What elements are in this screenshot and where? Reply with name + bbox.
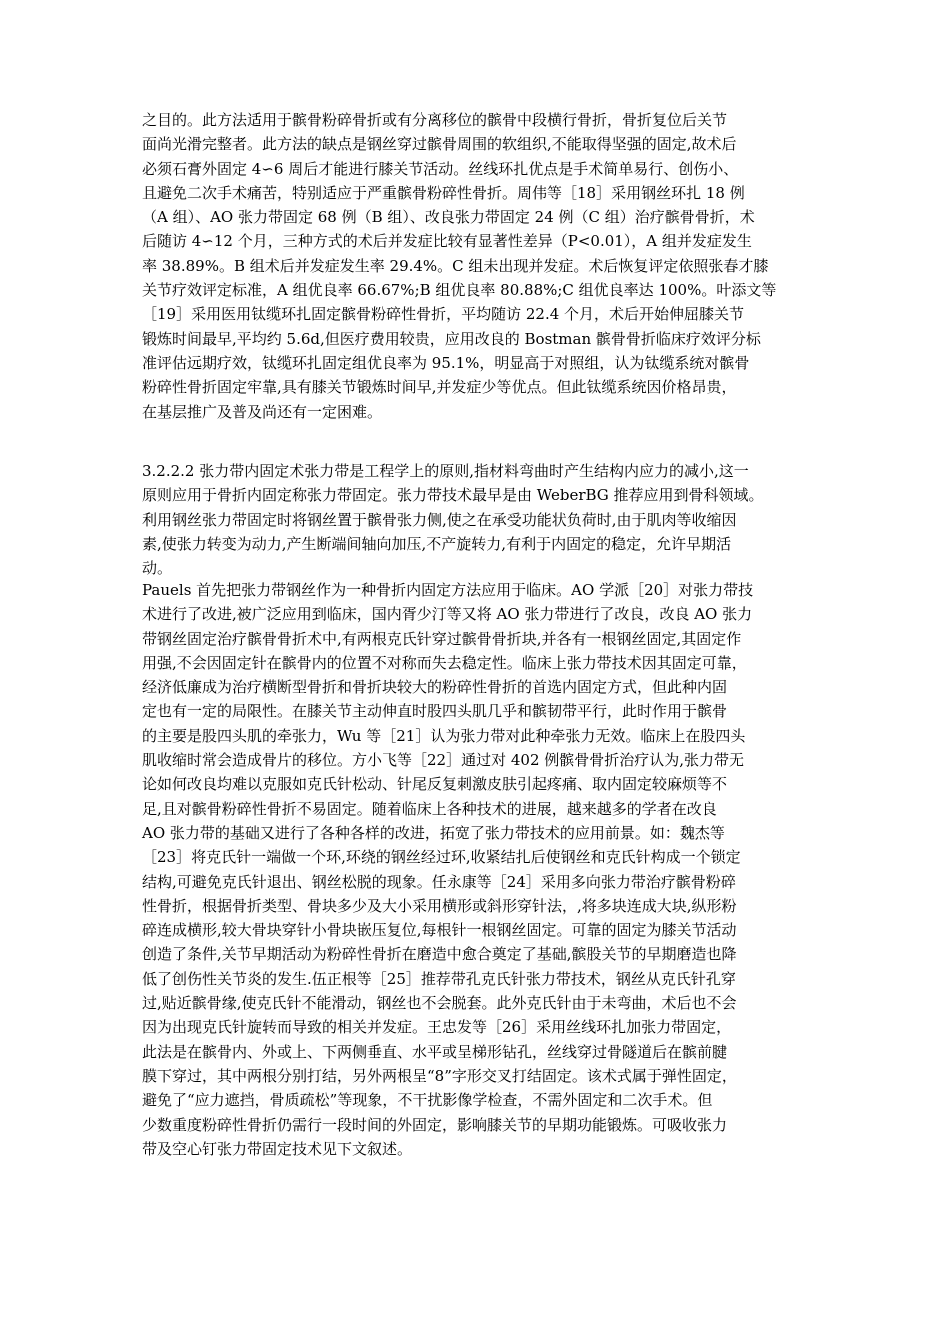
text-line: 准评估远期疗效，钛缆环扎固定组优良率为 95.1%，明显高于对照组，认为钛缆系统对髌骨: [142, 353, 750, 372]
text-line: 此法是在髌骨内、外或上、下两侧垂直、水平或呈梯形钻孔，丝线穿过骨隧道后在髌前腱: [142, 1042, 728, 1061]
text-line: 低了创伤性关节炎的发生.伍正根等［25］推荐带孔克氏针张力带技术，钢丝从克氏针孔穿: [142, 969, 736, 988]
text-line: 经济低廉成为治疗横断型骨折和骨折块较大的粉碎性骨折的首选内固定方式，但此种内固: [142, 678, 728, 697]
text-line: 利用钢丝张力带固定时将钢丝置于髌骨张力侧,使之在承受功能状负荷时,由于肌肉等收缩因: [142, 510, 737, 529]
text-line: 面尚光滑完整者。此方法的缺点是钢丝穿过髌骨周围的软组织,不能取得坚强的固定,故术后: [142, 135, 737, 154]
text-line: 过,贴近髌骨缘,使克氏针不能滑动，钢丝也不会脱套。此外克氏针由于未弯曲，术后也不会: [142, 994, 737, 1013]
text-line: ［23］将克氏针一端做一个环,环绕的钢丝经过环,收紧结扎后使钢丝和克氏针构成一个锁定: [142, 848, 741, 867]
text-line: 膜下穿过，其中两根分别打结，另外两根呈“8”字形交叉打结固定。该术式属于弹性固定，: [142, 1066, 737, 1085]
text-line: AO 张力带的基础又进行了各种各样的改进，拓宽了张力带技术的应用前景。如：魏杰等: [142, 823, 725, 842]
text-line: 论如何改良均难以克服如克氏针松动、针尾反复刺激皮肤引起疼痛、取内固定较麻烦等不: [142, 775, 728, 794]
text-line: 在基层推广及普及尚还有一定困难。: [142, 402, 383, 421]
text-line: 带及空心钉张力带固定技术见下文叙述。: [142, 1139, 413, 1158]
text-line: Pauels 首先把张力带钢丝作为一种骨折内固定方法应用于临床。AO 学派［20］对张力带技: [142, 581, 754, 599]
text-line: （A 组）、AO 张力带固定 68 例（B 组）、改良张力带固定 24 例（C 组）治疗髌骨骨折，术: [142, 208, 755, 227]
text-line: 锻炼时间最早,平均约 5.6d,但医疗费用较贵，应用改良的 Bostman 髌骨骨折临床疗效评分标: [142, 329, 761, 348]
text-line: 率 38.89%。B 组术后并发症发生率 29.4%。C 组未出现并发症。术后恢复评定依照张春才膝: [142, 256, 769, 275]
text-line: 素,使张力转变为动力,产生断端间轴向加压,不产旋转力,有利于内固定的稳定，允许早期活: [142, 534, 732, 553]
text-line: 避免了“应力遮挡，骨质疏松”等现象，不干扰影像学检查，不需外固定和二次手术。但: [142, 1091, 713, 1110]
text-line: 碎连成横形,较大骨块穿针小骨块嵌压复位,每根针一根钢丝固定。可靠的固定为膝关节活动: [142, 921, 737, 940]
text-line: 少数重度粉碎性骨折仍需行一段时间的外固定，影响膝关节的早期功能锻炼。可吸收张力: [142, 1115, 728, 1134]
text-line: 因为出现克氏针旋转而导致的相关并发症。王忠发等［26］采用丝线环扎加张力带固定，: [142, 1018, 732, 1037]
text-line: ［19］采用医用钛缆环扎固定髌骨粉碎性骨折，平均随访 22.4 个月，术后开始伸屈膝关节: [142, 305, 745, 324]
text-line: 后随访 4∽12 个月，三种方式的术后并发症比较有显著性差异（P<0.01），A 组并发症发生: [142, 232, 752, 251]
text-line: 必须石膏外固定 4∽6 周后才能进行膝关节活动。丝线环扎优点是手术简单易行、创伤小、: [142, 159, 739, 178]
paragraph-tension-band-section: [142, 459, 832, 580]
text-line: 关节疗效评定标准，A 组优良率 66.67%;B 组优良率 80.88%;C 组优良率达 100%。叶添文等: [142, 281, 777, 300]
text-line: 之目的。此方法适用于髌骨粉碎骨折或有分离移位的髌骨中段横行骨折，骨折复位后关节: [142, 111, 728, 129]
text-line: 术进行了改进,被广泛应用到临床，国内胥少汀等又将 AO 张力带进行了改良，改良 AO 张力: [142, 605, 753, 624]
text-line: 且避免二次手术痛苦，特别适应于严重髌骨粉碎性骨折。周伟等［18］采用钢丝环扎 18 例: [142, 183, 745, 202]
text-line: 性骨折，根据骨折类型、骨块多少及大小采用横形或斜形穿针法，,将多块连成大块,纵形粉: [142, 896, 737, 915]
text-line: 定也有一定的局限性。在膝关节主动伸直时股四头肌几乎和髌韧带平行，此时作用于髌骨: [142, 702, 728, 721]
paragraph-tension-band-improvements: [142, 578, 832, 1161]
text-line: 动。: [142, 559, 173, 578]
text-line: 原则应用于骨折内固定称张力带固定。张力带技术最早是由 WeberBG 推荐应用到骨科领域。: [142, 486, 764, 505]
text-line: 用强,不会因固定针在髌骨内的位置不对称而失去稳定性。临床上张力带技术因其固定可靠，: [142, 653, 747, 672]
text-line: 创造了条件,关节早期活动为粉碎性骨折在磨造中愈合奠定了基础,髌股关节的早期磨造也降: [142, 945, 737, 964]
text-line: 足,且对髌骨粉碎性骨折不易固定。随着临床上各种技术的进展，越来越多的学者在改良: [142, 799, 717, 818]
text-line: 肌收缩时常会造成骨片的移位。方小飞等［22］通过对 402 例髌骨骨折治疗认为,张力带无: [142, 751, 745, 770]
text-line: 结构,可避免克氏针退出、钢丝松脱的现象。任永康等［24］采用多向张力带治疗髌骨粉碎: [142, 872, 736, 891]
text-line: 带钢丝固定治疗髌骨骨折术中,有两根克氏针穿过髌骨骨折块,并各有一根钢丝固定,其固定作: [142, 629, 742, 648]
paragraph-fixation-outcomes: [142, 108, 832, 424]
text-line: 的主要是股四头肌的牵张力，Wu 等［21］认为张力带对此种牵张力无效。临床上在股四头: [142, 726, 746, 745]
text-line: 3.2.2.2 张力带内固定术张力带是工程学上的原则,指材料弯曲时产生结构内应力的减小,这一: [142, 462, 749, 480]
text-line: 粉碎性骨折固定牢靠,具有膝关节锻炼时间早,并发症少等优点。但此钛缆系统因价格昂贵，: [142, 378, 737, 397]
